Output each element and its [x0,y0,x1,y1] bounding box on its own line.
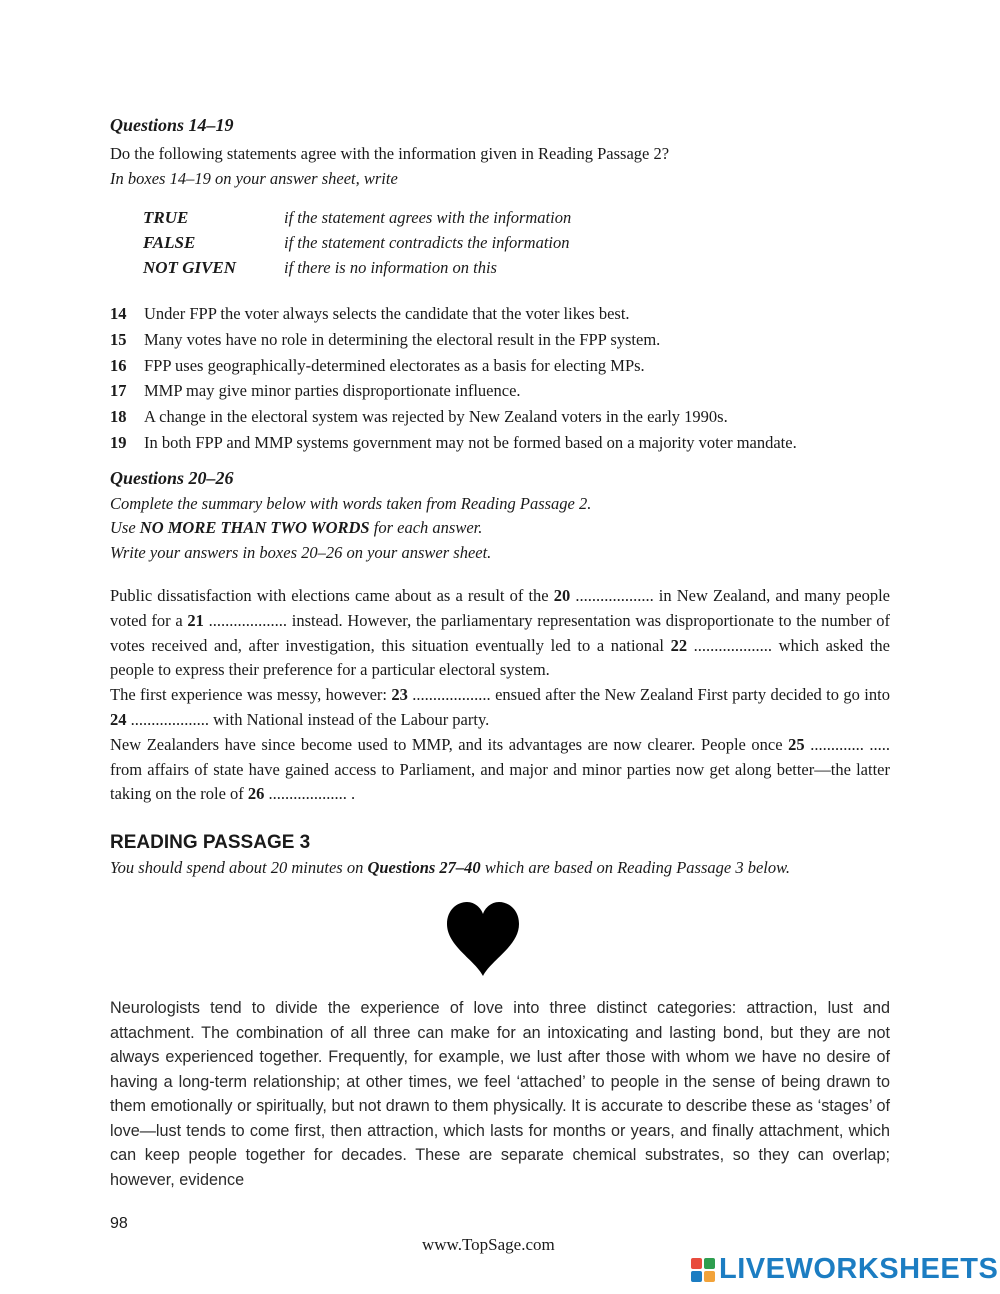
statement-number: 19 [110,432,127,452]
summary-text [110,584,890,807]
questions-14-19-instruction: Do the following statements agree with the information given in Reading Passage 2? [110,144,670,163]
page-number: 98 [110,1215,128,1232]
statement-number: 17 [110,381,127,401]
gap-number-20: 20 [553,586,571,605]
questions-20-26-instruction-3: Write your answers in boxes 20–26 on your answer sheet. [110,543,492,562]
gap-number-21: 21 [187,610,204,630]
statement-text: Many votes have no role in determining the electoral result in the FPP system. [144,329,661,349]
statement-text: Under FPP the voter always selects the candidate that the voter likes best. [144,304,630,323]
statement-number: 14 [110,304,127,323]
questions-20-26-instruction-2 [110,518,482,538]
questions-20-26-instruction-1: Complete the summary below with words taken from Reading Passage 2. [110,494,592,513]
gap-number-25: 25 [788,734,805,754]
legend-definition: if the statement agrees with the information [284,208,572,227]
liveworksheets-logo [690,1253,998,1286]
statement-text: A change in the electoral system was rejected by New Zealand voters in the early 1990s. [144,407,728,427]
questions-14-19-heading: Questions 14–19 [110,115,234,135]
statement-item [110,302,797,328]
instruction-text: Use [110,518,140,537]
statement-text: In both FPP and MMP systems government may not be formed based on a majority voter mandate. [144,432,797,452]
legend-term: NOT GIVEN [143,258,237,277]
summary-paragraph-2: The first experience was messy, however: 23 ................... ensued after the New Zealand First party decided to go into 24 ................... with National instead of the Labour party. [110,685,890,729]
legend-definition: if the statement contradicts the information [284,233,570,252]
reading-passage-3-heading: READING PASSAGE 3 [110,832,311,853]
statements-list [110,302,797,457]
instruction-emphasis: Questions 27–40 [367,858,481,877]
instruction-text: which are based on Reading Passage 3 below. [480,858,791,877]
statement-number: 18 [110,407,127,427]
statement-number: 16 [110,355,127,375]
statement-item [110,379,797,405]
statement-item [110,405,797,431]
reading-passage-3-instruction [110,858,790,878]
gap-number-24: 24 [110,709,127,729]
gap-number-22: 22 [670,635,688,655]
statement-text: FPP uses geographically-determined electorates as a basis for electing MPs. [144,355,645,375]
summary-paragraph-1: Public dissatisfaction with elections came about as a result of the 20 ................... in New Zealand, and many people voted for a 21 ................... instead. However, the parliamentary representation was disproportionate to the number of votes received and, after investigation, this situation eventually led to a national 22 ................... which asked the people to express their preference for a particular electoral system. [110,586,890,680]
statement-item [110,354,797,380]
summary-paragraph-3: New Zealanders have since become used to MMP, and its advantages are now clearer. People once 25 ............. ..... from affairs of state have gained access to Parliament, and major and minor parties now get along better—the latter taking on the role of 26 ................... . [110,734,891,804]
instruction-text: for each answer. [369,518,483,537]
heart-icon [445,900,521,978]
liveworksheets-grid-icon [690,1257,716,1283]
instruction-text: You should spend about 20 minutes on [110,858,368,877]
gap-number-26: 26 [247,784,265,804]
liveworksheets-logo-text: LIVEWORKSHEETS [719,1253,999,1285]
website-url: www.TopSage.com [422,1235,555,1254]
statement-number: 15 [110,329,127,349]
questions-20-26-heading: Questions 20–26 [110,468,234,488]
reading-passage-3-text: Neurologists tend to divide the experience of love into three distinct categories: attraction, lust and attachment. The combination of all three can make for an intoxicating and lasting bond, but they are not always experienced together. Frequently, for example, we lust after those with whom we have no desire of having a long-term relationship; at other times, we feel ‘attached’ to people in the sense of being drawn to them emotionally or spiritually, but not drawn to them physically. It is accurate to describe these as ‘stages’ of love—lust tends to come first, then attraction, which lasts for months or years, and finally attachment, which can keep people together for decades. These are separate chemical substrates, so they can overlap; however, evidence [110,999,890,1189]
statement-item [110,328,797,354]
legend-term: FALSE [143,233,196,252]
legend-term: TRUE [143,208,189,227]
statement-item [110,431,797,457]
instruction-emphasis: NO MORE THAN TWO WORDS [139,518,370,537]
legend-definition: if there is no information on this [284,258,497,277]
statement-text: MMP may give minor parties disproportionate influence. [144,381,521,401]
gap-number-23: 23 [391,685,408,705]
questions-14-19-answer-instruction: In boxes 14–19 on your answer sheet, write [110,169,398,188]
